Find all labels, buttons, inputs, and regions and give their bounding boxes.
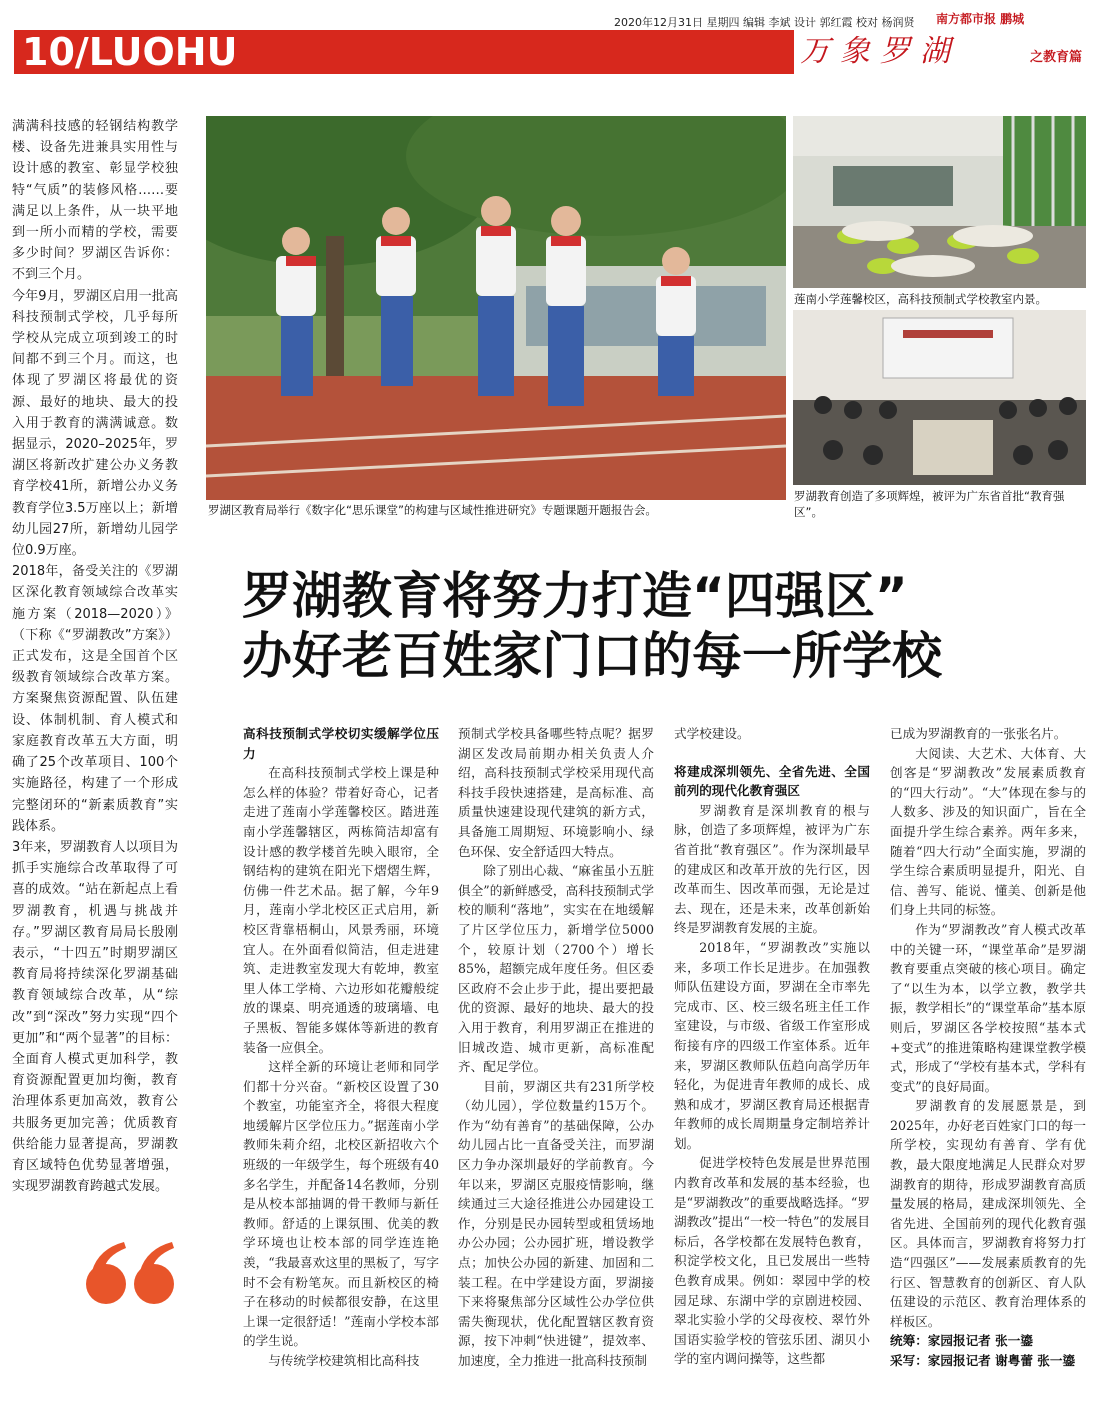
headline-line-2: 办好老百姓家门口的每一所学校	[242, 627, 942, 685]
sidebar-paragraph: 3年来，罗湖教育人以项目为抓手实施综合改革取得了可喜的成效。“站在新起点上看罗湖教育，机遇与挑战并存。”罗湖区教育局局长殷刚表示，“十四五”时期罗湖区教育局将持续深化罗湖基础教育领域综合改革，从“综改”到“深改”努力实现“四个更加”和“两个显著”的目标：全面育人模式更加科学，教育资源配置更加均衡，教育治理体系更加高效，教育公共服务更加完善；优质教育供给能力显著提高，罗湖教育区域特色优势显著增强，实现罗湖教育跨越式发展。	[12, 839, 178, 1195]
page-banner	[14, 30, 1088, 74]
sidebar-paragraph: 满满科技感的轻钢结构教学楼、设备先进兼具实用性与设计感的教室、彰显学校独特“气质”的装修风格……要满足以上条件，从一块平地到一所小而精的学校，需要多少时间？罗湖区告诉你：不到三个月。	[12, 119, 178, 283]
paragraph: 促进学校特色发展是世界范围内教育改革和发展的基本经验，也是“罗湖教改”的重要战略选择。“罗湖教改”提出“一校一特色”的发展目标后，各学校都在发展特色教育，积淀学校文化，且已发展出一些特色教育成果。例如：翠园中学的校园足球、东湖中学的京剧进校园、翠北实验小学的父母夜校、翠竹外国语实验学校的管弦乐团、湖贝小学的室内调问操等，这些都	[674, 1155, 870, 1367]
article-column-1	[243, 724, 439, 1371]
classroom-photo	[793, 116, 1086, 288]
paragraph: 式学校建设。	[674, 726, 750, 741]
sidebar-paragraph: 2018年，备受关注的《罗湖区深化教育领域综合改革实施方案（2018—2020）》（下称《“罗湖教改”方案》）正式发布，这是全国首个区级教育领域综合改革方案。方案聚焦资源配置、队伍建设、体制机制、育人模式和家庭教育改革五大方面，明确了25个改革项目、100个实施路径，构建了一个形成完整闭环的“新素质教育”实践体系。	[12, 564, 178, 834]
headline	[242, 566, 1062, 686]
quote-mark-icon	[84, 1240, 184, 1310]
newspaper-brand-logo: 南方都市报 鹏城	[936, 12, 1025, 26]
paragraph: 除了别出心裁、“麻雀虽小五脏俱全”的新鲜感受，高科技预制式学校的顺利“落地”，实实在在地缓解了片区学位压力，新增学位5000个，较原计划（2700个）增长85%，超额完成年度任务。但区委区政府不会止步于此，提出要把最优的资源、最好的地块、最大的投入用于教育，利用罗湖正在推进的旧城改造、城市更新，高标准配齐、配足学位。	[458, 863, 654, 1075]
credit-line: 统筹：家园报记者 张一鎏	[890, 1333, 1033, 1349]
classroom-photo-caption: 莲南小学莲馨校区，高科技预制式学校教室内景。	[794, 292, 1047, 306]
paragraph: 预制式学校具备哪些特点呢？据罗湖区发改局前期办相关负责人介绍，高科技预制式学校采用现代高科技手段快速搭建，是高标准、高质量快速建设现代建筑的新方式，具备施工周期短、环境影响小、绿色环保、安全舒适四大特点。	[458, 726, 654, 859]
column-subtitle: 之教育篇	[1029, 50, 1082, 65]
article-column-4	[890, 724, 1086, 1371]
article-column-3	[674, 724, 870, 1369]
article-column-2	[458, 724, 654, 1371]
section-subhead: 将建成深圳领先、全省先进、全国前列的现代化教育强区	[674, 763, 870, 799]
paragraph: 作为“罗湖教改”育人模式改革中的关键一环，“课堂革命”是罗湖教育要重点突破的核心项目。确定了“以生为本，以学立教，教学共振，教学相长”的“课堂革命”基本原则后，罗湖区各学校按照“基本式+变式”的推进策略构建课堂教学模式，形成了“学校有基本式，学科有变式”的良好局面。	[890, 921, 1086, 1094]
paragraph: 罗湖教育的发展愿景是，到2025年，办好老百姓家门口的每一所学校，实现幼有善育、学有优教，最大限度地满足人民群众对罗湖教育的期待，形成罗湖教育高质量发展的格局，建成深圳领先、全省先进、全国前列的现代化教育强区。具体而言，罗湖教育将努力打造“四强区”——发展素质教育的先行区、智慧教育的创新区、育人队伍建设的示范区、教育治理体系的样板区。	[890, 1098, 1086, 1329]
paragraph: 已成为罗湖教育的一张张名片。	[890, 726, 1067, 741]
sidebar-text	[12, 116, 178, 1197]
main-photo-students	[206, 116, 786, 500]
paragraph: 罗湖教育是深圳教育的根与脉，创造了多项辉煌，被评为广东省首批“教育强区”。作为深圳最早的建成区和改革开放的先行区，因改革而生、因改革而强，无论是过去、现在，还是未来，改革创新始终是罗湖教育发展的主旋。	[674, 802, 870, 936]
page-label: 10/LUOHU	[22, 30, 238, 74]
paragraph: 这样全新的环境让老师和同学们都十分兴奋。“新校区设置了30个教室，功能室齐全，将很大程度地缓解片区学位压力。”据莲南小学教师朱莉介绍，北校区新招收六个班级的一年级学生，每个班级有40多名学生，并配备14名教师，分别是从校本部抽调的骨干教师与新任教师。舒适的上课氛围、优美的教学环境也让校本部的同学连连艳羡，“我最喜欢这里的黑板了，写字时不会有粉笔灰。而且新校区的椅子在移动的时候都很安静，在这里上课一定很舒适！”莲南小学校本部的学生说。	[243, 1059, 439, 1349]
paragraph: 目前，罗湖区共有231所学校（幼儿园），学位数量约15万个。作为“幼有善育”的基础保障，公办幼儿园占比一直备受关注，而罗湖区力争办深圳最好的学前教育。今年以来，罗湖区克服疫情影响，继续通过三大途径推进公办园建设工作，分别是民办园转型或租赁场地办公办园；公办园扩班，增设教学点；加快公办园的新建、加固和二装工程。在中学建设方面，罗湖接下来将聚焦部分区域性公办学位供需失衡现状，优化配置辖区教育资源，按下冲刺“快进键”，提效率、加速度，全力推进一批高科技预制	[458, 1078, 654, 1368]
paragraph: 与传统学校建筑相比高科技	[268, 1353, 420, 1368]
section-subhead: 高科技预制式学校切实缓解学位压力	[243, 726, 439, 761]
sidebar-paragraph: 今年9月，罗湖区启用一批高科技预制式学校，几乎每所学校从完成立项到竣工的时间都不到三个月。而这，也体现了罗湖区将最优的资源、最好的地块、最大的投入用于教育的满满诚意。数据显示，2020–2025年，罗湖区将新改扩建公办义务教育学校41所，新增公办义务教育学位3.5万座以上；新增幼儿园27所，新增幼儿园学位0.9万座。	[12, 288, 178, 559]
column-header	[794, 30, 1088, 74]
meeting-photo	[793, 310, 1086, 485]
meeting-photo-caption: 罗湖教育创造了多项辉煌，被评为广东省首批“教育强区”。	[794, 489, 1065, 519]
main-photo-caption: 罗湖区教育局举行《数字化“思乐课堂”的构建与区域性推进研究》专题课题开题报告会。	[208, 503, 657, 517]
issue-meta: 2020年12月31日 星期四 编辑 李斌 设计 郭红霞 校对 杨润贤	[614, 16, 915, 29]
paragraph: 大阅读、大艺术、大体育、大创客是“罗湖教改”发展素质教育的“四大行动”。“大”体现在参与的人数多、涉及的知识面广，旨在全面提升学生综合素养。两年多来，随着“四大行动”全面实施，罗湖的学生综合素质明显提升，阳光、自信、善写、能说、懂美、创新是他们身上共同的标签。	[890, 745, 1086, 918]
paragraph: 在高科技预制式学校上课是种怎么样的体验？带着好奇心，记者走进了莲南小学莲馨校区。踏进莲南小学莲馨辖区，两栋简洁却富有设计感的教学楼首先映入眼帘，全钢结构的建筑在阳光下熠熠生辉，仿佛一件艺术品。据了解，今年9月，莲南小学北校区正式启用，新校区背靠梧桐山，风景秀丽，环境宜人。在外面看似简洁，但走进建筑、走进教室发现大有乾坤，教室里人体工学椅、六边形如花瓣般绽放的课桌、明亮通透的玻璃墙、电子黑板、智能多媒体等新进的教育装备一应俱全。	[243, 765, 439, 1055]
column-title: 万象罗湖	[800, 34, 960, 69]
paragraph: 2018年，“罗湖教改”实施以来，多项工作长足进步。在加强教师队伍建设方面，罗湖在全市率先完成市、区、校三级名班主任工作室建设，与市级、省级工作室形成衔接有序的四级工作室体系。近年来，罗湖区教师队伍趋向高学历年轻化，为促进青年教师的成长、成熟和成才，罗湖区教育局还根据青年教师的成长周期量身定制培养计划。	[674, 939, 870, 1151]
headline-line-1: 罗湖教育将努力打造“四强区”	[242, 567, 908, 625]
credit-line: 采写：家园报记者 谢粤蕾 张一鎏	[890, 1353, 1076, 1368]
